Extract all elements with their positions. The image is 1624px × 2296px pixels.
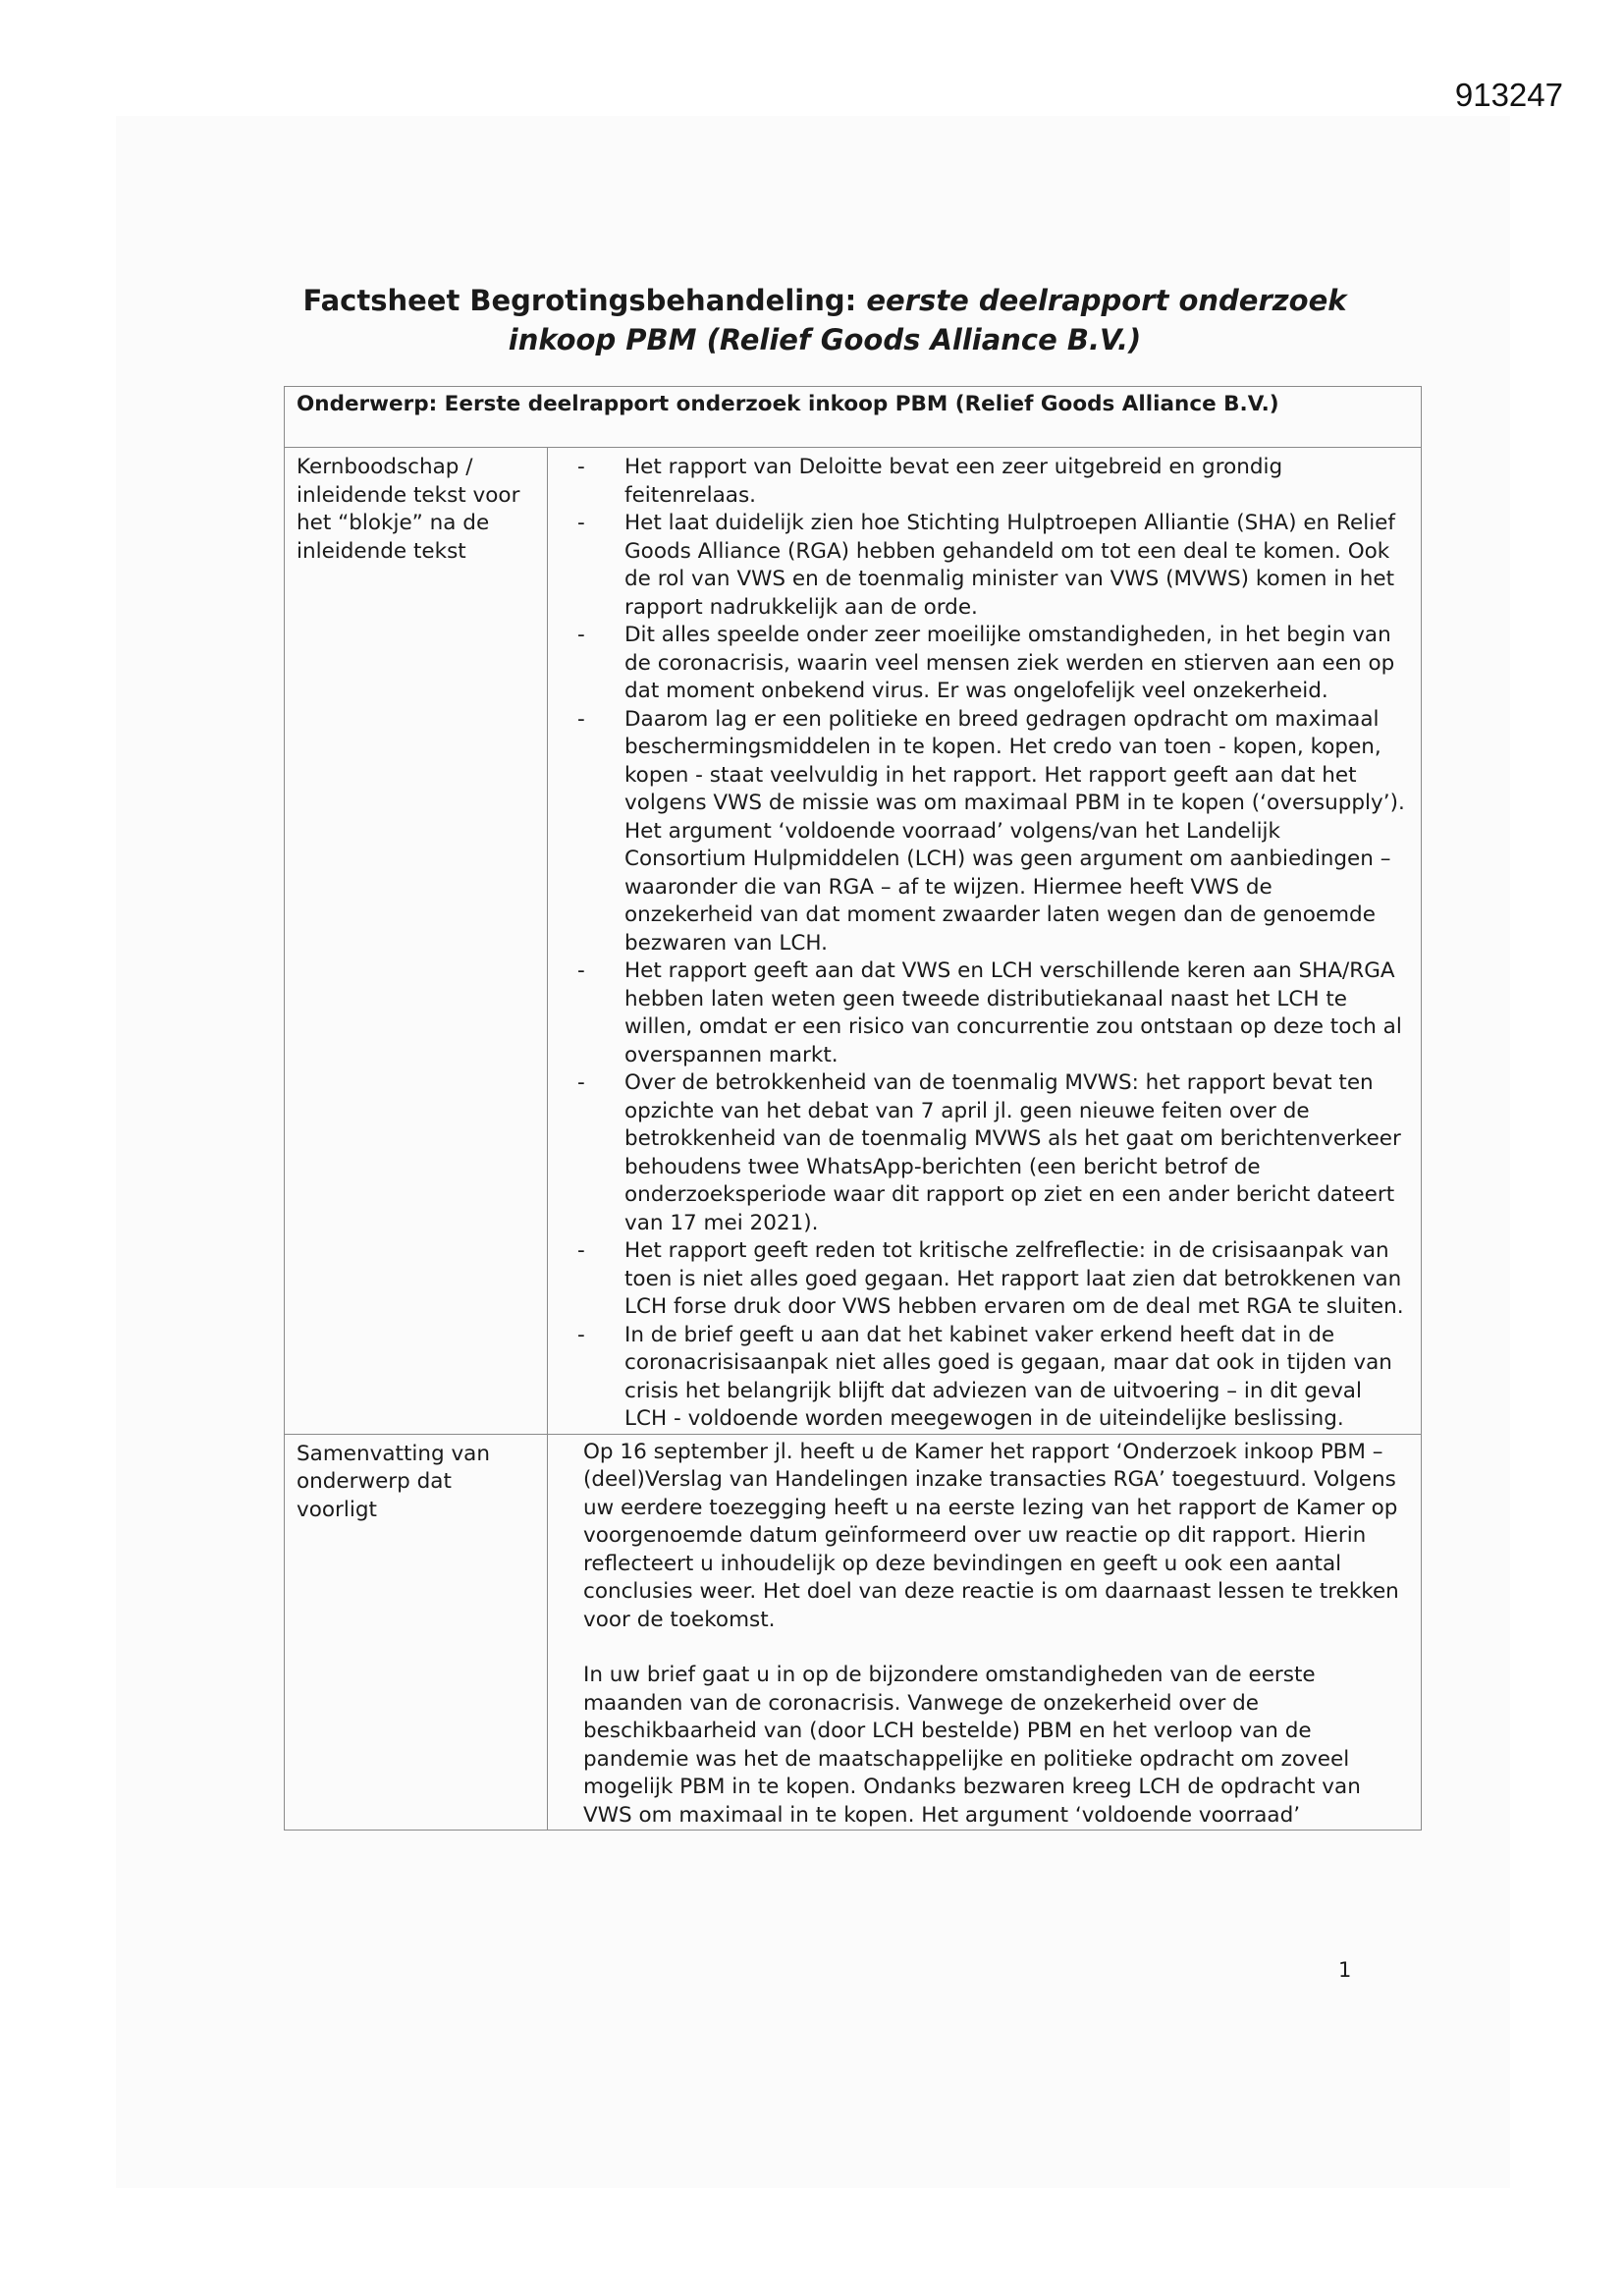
title-bold: Factsheet Begrotingsbehandeling: — [302, 284, 867, 317]
table-row — [285, 387, 1422, 448]
key-message-list — [577, 454, 1407, 1434]
row-label: Samenvatting van onderwerp dat voorligt — [285, 1434, 548, 1831]
bullet-text: Dit alles speelde onder zeer moeilijke omstandigheden, in het begin van de coronacrisis, waarin veel mensen ziek werden en stierven aan een op dat moment onbekend virus. Er was ongelofelijk veel onzekerheid. — [624, 623, 1395, 703]
list-item: - In de brief geeft u aan dat het kabinet vaker erkend heeft dat in de coronacrisisaanpak niet alles goed is gegaan, maar dat ook in tijden van crisis het belangrijk blijft dat adviezen van de uitvoering – in dit geval LCH - voldoende worden meegewogen in de uiteindelijke beslissing. — [577, 1322, 1407, 1434]
summary-paragraph: Op 16 september jl. heeft u de Kamer het rapport ‘Onderzoek inkoop PBM – (deel)Verslag van Handelingen inzake transacties RGA’ toegestuurd. Volgens uw eerdere toezegging heeft u na eerste lezing van het rapport de Kamer op voorgenoemde datum geïnformeerd over uw reactie op dit rapport. Hierin reflecteert u inhoudelijk op deze bevindingen en geeft u ook een aantal conclusies weer. Het doel van deze reactie is om daarnaast lessen te trekken voor de toekomst. — [583, 1439, 1399, 1632]
factsheet-table — [284, 386, 1422, 1831]
summary-cell — [548, 1434, 1422, 1831]
list-item: - Dit alles speelde onder zeer moeilijke omstandigheden, in het begin van de coronacrisis, waarin veel mensen ziek werden en stierven aan een op dat moment onbekend virus. Er was ongelofelijk veel onzekerheid. — [577, 622, 1407, 706]
subject-cell: Onderwerp: Eerste deelrapport onderzoek inkoop PBM (Relief Goods Alliance B.V.) — [285, 387, 1422, 448]
document-title — [236, 281, 1414, 359]
bullet-text: Daarom lag er een politieke en breed gedragen opdracht om maximaal beschermingsmiddelen in te kopen. Het credo van toen - kopen, kopen, kopen - staat veelvuldig in het rapport. Het rapport geeft aan dat het volgens VWS de missie was om maximaal PBM in te kopen (‘oversupply’). Het argument ‘voldoende voorraad’ volgens/van het Landelijk Consortium Hulpmiddelen (LCH) was geen argument om aanbiedingen – waaronder die van RGA – af te wijzen. Hiermee heeft VWS de onzekerheid van dat moment zwaarder laten wegen dan de genoemde bezwaren van LCH. — [624, 706, 1405, 956]
title-italic-2: inkoop PBM (Relief Goods Alliance B.V.) — [508, 323, 1142, 356]
key-message-cell — [548, 448, 1422, 1435]
bullet-text: Over de betrokkenheid van de toenmalig MVWS: het rapport bevat ten opzichte van het debat van 7 april jl. geen nieuwe feiten over de betrokkenheid van de toenmalig MVWS als het gaat om berichtenverkeer behoudens twee WhatsApp-berichten (een bericht betrof de onderzoeksperiode waar dit rapport op ziet en een ander bericht dateert van 17 mei 2021). — [624, 1070, 1401, 1235]
row-label: Kernboodschap / inleidende tekst voor het “blokje” na de inleidende tekst — [285, 448, 548, 1435]
bullet-text: Het rapport geeft aan dat VWS en LCH verschillende keren aan SHA/RGA hebben laten weten geen tweede distributiekanaal naast het LCH te willen, omdat er een risico van concurrentie zou ontstaan op deze toch al overspannen markt. — [624, 958, 1402, 1067]
list-item: - Over de betrokkenheid van de toenmalig MVWS: het rapport bevat ten opzichte van het debat van 7 april jl. geen nieuwe feiten over de betrokkenheid van de toenmalig MVWS als het gaat om berichtenverkeer behoudens twee WhatsApp-berichten (een bericht betrof de onderzoeksperiode waar dit rapport op ziet en een ander bericht dateert van 17 mei 2021). — [577, 1069, 1407, 1237]
list-item: - Het rapport geeft aan dat VWS en LCH verschillende keren aan SHA/RGA hebben laten weten geen tweede distributiekanaal naast het LCH te willen, omdat er een risico van concurrentie zou ontstaan op deze toch al overspannen markt. — [577, 957, 1407, 1069]
page-number: 1 — [1338, 1958, 1352, 1982]
bullet-text: Het rapport geeft reden tot kritische zelfreflectie: in de crisisaanpak van toen is niet alles goed gegaan. Het rapport laat zien dat betrokkenen van LCH forse druk door VWS hebben ervaren om de deal met RGA te sluiten. — [624, 1238, 1404, 1319]
summary-paragraph: In uw brief gaat u in op de bijzondere omstandigheden van de eerste maanden van de coronacrisis. Vanwege de onzekerheid over de beschikbaarheid van (door LCH bestelde) PBM en het verloop van de pandemie was het de maatschappelijke en politieke opdracht om zoveel mogelijk PBM in te kopen. Ondanks bezwaren kreeg LCH de opdracht van VWS om maximaal in te kopen. Het argument ‘voldoende voorraad’ — [583, 1663, 1361, 1828]
title-italic-1: eerste deelrapport onderzoek — [866, 284, 1347, 317]
bullet-text: Het laat duidelijk zien hoe Stichting Hulptroepen Alliantie (SHA) en Relief Goods Alliance (RGA) hebben gehandeld om tot een deal te komen. Ook de rol van VWS en de toenmalig minister van VWS (MVWS) komen in het rapport nadrukkelijk aan de orde. — [624, 511, 1395, 620]
list-item: - Het rapport van Deloitte bevat een zeer uitgebreid en grondig feitenrelaas. — [577, 454, 1407, 510]
list-item: - Daarom lag er een politieke en breed gedragen opdracht om maximaal beschermingsmiddelen in te kopen. Het credo van toen - kopen, kopen, kopen - staat veelvuldig in het rapport. Het rapport geeft aan dat het volgens VWS de missie was om maximaal PBM in te kopen (‘oversupply’). Het argument ‘voldoende voorraad’ volgens/van het Landelijk Consortium Hulpmiddelen (LCH) was geen argument om aanbiedingen – waaronder die van RGA – af te wijzen. Hiermee heeft VWS de onzekerheid van dat moment zwaarder laten wegen dan de genoemde bezwaren van LCH. — [577, 706, 1407, 958]
table-row — [285, 1434, 1422, 1831]
bullet-text: In de brief geeft u aan dat het kabinet vaker erkend heeft dat in de coronacrisisaanpak niet alles goed is gegaan, maar dat ook in tijden van crisis het belangrijk blijft dat adviezen van de uitvoering – in dit geval LCH - voldoende worden meegewogen in de uiteindelijke beslissing. — [624, 1322, 1392, 1431]
list-item: - Het laat duidelijk zien hoe Stichting Hulptroepen Alliantie (SHA) en Relief Goods Alliance (RGA) hebben gehandeld om tot een deal te komen. Ook de rol van VWS en de toenmalig minister van VWS (MVWS) komen in het rapport nadrukkelijk aan de orde. — [577, 510, 1407, 622]
document-id: 913247 — [1454, 77, 1563, 113]
bullet-text: Het rapport van Deloitte bevat een zeer uitgebreid en grondig feitenrelaas. — [624, 455, 1283, 508]
list-item: - Het rapport geeft reden tot kritische zelfreflectie: in de crisisaanpak van toen is niet alles goed gegaan. Het rapport laat zien dat betrokkenen van LCH forse druk door VWS hebben ervaren om de deal met RGA te sluiten. — [577, 1237, 1407, 1322]
table-row — [285, 448, 1422, 1435]
